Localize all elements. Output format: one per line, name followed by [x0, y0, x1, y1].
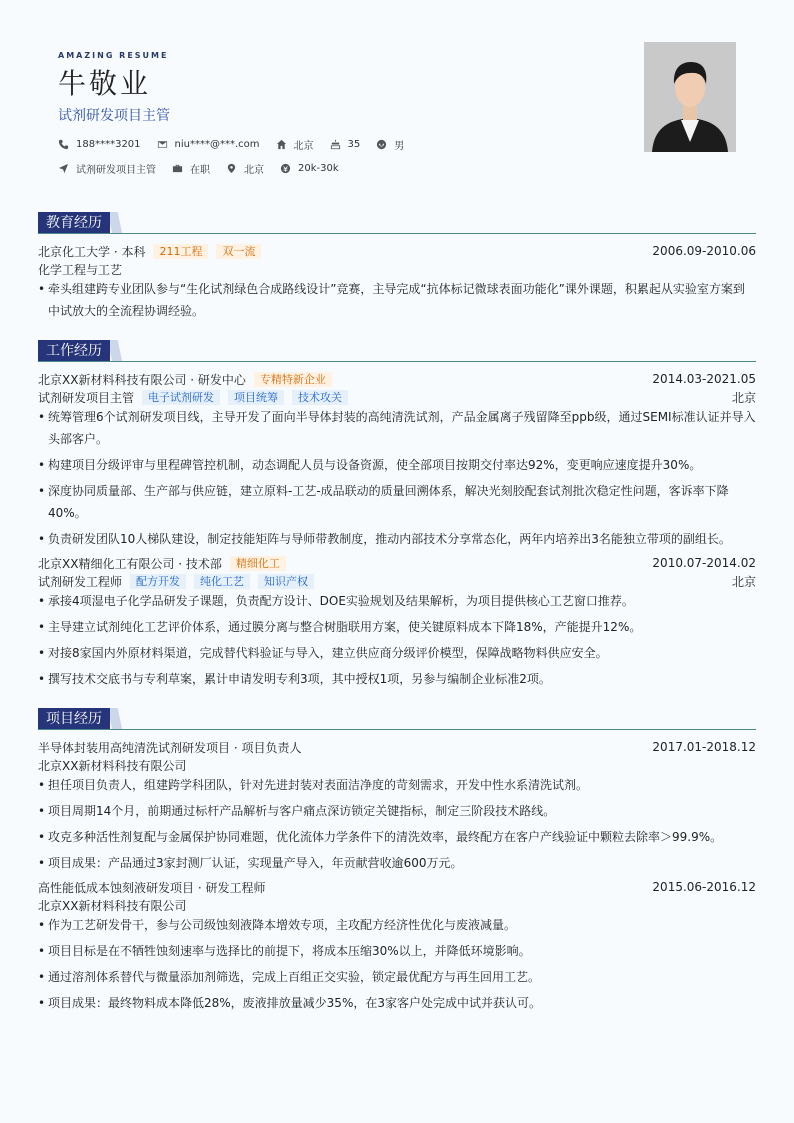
age-item [330, 139, 361, 150]
city-item [276, 137, 314, 152]
work-entry-header [38, 371, 756, 387]
home-icon [276, 139, 287, 150]
intent-salary: 20k-30k [298, 163, 339, 174]
list-item: • 对接8家国内外原材料渠道，完成替代料验证与导入，建立供应商分级评价模型，保障战略物料供应安全。 [38, 642, 756, 664]
section-education [38, 212, 756, 234]
location-pin-icon [226, 163, 237, 174]
education-date: 2006.09-2010.06 [652, 244, 756, 258]
list-item: • 主导建立试剂纯化工艺评价体系，通过膜分离与整合树脂联用方案，使关键原料成本下降18%，产能提升12%。 [38, 616, 756, 638]
project-date: 2017.01-2018.12 [652, 740, 756, 754]
school-name: 北京化工大学 · 本科 [38, 244, 146, 259]
list-item: • 担任项目负责人，组建跨学科团队，针对先进封装对表面洁净度的苛刻需求，开发中性水系清洗试剂。 [38, 774, 756, 796]
profile-photo [644, 42, 736, 152]
portrait-image [644, 42, 736, 152]
list-item: • 牵头组建跨专业团队参与“生化试剂绿色合成路线设计”竞赛，主导完成“抗体标记微球表面功能化”课外课题，积累起从实验室方案到中试放大的全流程协调经验。 [38, 278, 756, 322]
intent-position: 试剂研发项目主管 [76, 165, 156, 176]
section-title: 教育经历 [38, 212, 110, 234]
project-org-row [38, 757, 756, 773]
gender-item [376, 137, 404, 152]
section-divider [38, 361, 756, 362]
money-icon [280, 163, 291, 174]
company-tag: 专精特新企业 [254, 372, 332, 387]
candidate-name: 牛敬业 [58, 67, 152, 100]
city-value: 北京 [293, 141, 314, 152]
phone-icon [58, 139, 69, 150]
school-tag: 双一流 [216, 244, 261, 259]
section-projects [38, 708, 756, 730]
gender-value: 男 [394, 141, 405, 152]
skill-tag: 知识产权 [258, 574, 314, 589]
list-item: • 项目成果：最终物料成本降低28%，废液排放量减少35%，在3家客户处完成中试并获认可。 [38, 992, 756, 1014]
work-role-row [38, 573, 756, 589]
briefcase-icon [172, 163, 183, 174]
work-role-row [38, 389, 756, 405]
mail-icon [157, 139, 168, 150]
list-item: • 负责研发团队10人梯队建设，制定技能矩阵与导师带教制度，推动内部技术分享常态化，两年内培养出3名能独立带项的副组长。 [38, 528, 756, 550]
work-location: 北京 [731, 390, 756, 405]
intent-city-item [226, 161, 264, 176]
intent-row [58, 161, 355, 176]
section-divider [38, 729, 756, 730]
skill-tag: 纯化工艺 [194, 574, 250, 589]
project-entry-header [38, 739, 756, 755]
section-title: 项目经历 [38, 708, 110, 730]
list-item: • 项目周期14个月，前期通过标杆产品解析与客户痛点深访锁定关键指标，制定三阶段技术路线。 [38, 800, 756, 822]
company-name: 北京XX新材料科技有限公司 · 研发中心 [38, 372, 246, 387]
project-org: 北京XX新材料科技有限公司 [38, 758, 187, 773]
section-work [38, 340, 756, 362]
phone-value: 188****3201 [76, 139, 141, 150]
education-major-row [38, 261, 756, 277]
education-entry-header [38, 243, 756, 259]
role-title: 试剂研发项目主管 [38, 390, 135, 405]
work-date: 2010.07-2014.02 [652, 556, 756, 570]
intent-position-item [58, 161, 156, 176]
contact-row [58, 137, 420, 152]
phone-item [58, 139, 141, 150]
project-title: 高性能低成本蚀刻液研发项目 · 研发工程师 [38, 880, 266, 895]
intent-status-item [172, 161, 210, 176]
intent-salary-item [280, 163, 339, 174]
smile-icon [376, 139, 387, 150]
project-entry-header [38, 879, 756, 895]
list-item: • 项目成果：产品通过3家封测厂认证，实现量产导入，年贡献营收逾600万元。 [38, 852, 756, 874]
work-entry-header [38, 555, 756, 571]
age-value: 35 [347, 139, 361, 150]
section-divider [38, 233, 756, 234]
role-title: 试剂研发工程师 [38, 574, 123, 589]
list-item: • 攻克多种活性剂复配与金属保护协同难题，优化流体力学条件下的清洗效率，最终配方在客户产线验证中颗粒去除率＞99.9%。 [38, 826, 756, 848]
project-date: 2015.06-2016.12 [652, 880, 756, 894]
project-org: 北京XX新材料科技有限公司 [38, 898, 187, 913]
intent-city: 北京 [244, 165, 264, 176]
list-item: • 撰写技术交底书与专利草案，累计申请发明专利3项，其中授权1项，另参与编制企业标准2项。 [38, 668, 756, 690]
brand-label: AMAZING RESUME [58, 51, 169, 60]
intent-status: 在职 [190, 165, 210, 176]
send-icon [58, 163, 69, 174]
list-item: • 作为工艺研发骨干，参与公司级蚀刻液降本增效专项，主攻配方经济性优化与废液减量。 [38, 914, 756, 936]
project-org-row [38, 897, 756, 913]
list-item: • 统筹管理6个试剂研发项目线，主导开发了面向半导体封装的高纯清洗试剂，产品金属离子残留降至ppb级，通过SEMI标准认证并导入头部客户。 [38, 406, 756, 450]
skill-tag: 配方开发 [130, 574, 186, 589]
list-item: • 深度协同质量部、生产部与供应链，建立原料-工艺-成品联动的质量回溯体系，解决光刻胶配套试剂批次稳定性问题，客诉率下降40%。 [38, 480, 756, 524]
section-title: 工作经历 [38, 340, 110, 362]
company-name: 北京XX精细化工有限公司 · 技术部 [38, 556, 222, 571]
work-date: 2014.03-2021.05 [652, 372, 756, 386]
job-title: 试剂研发项目主管 [58, 108, 170, 124]
cake-icon [330, 139, 341, 150]
list-item: • 通过溶剂体系替代与微量添加剂筛选，完成上百组正交实验，锁定最优配方与再生回用工艺。 [38, 966, 756, 988]
work-location: 北京 [731, 574, 756, 589]
skill-tag: 电子试剂研发 [142, 390, 220, 405]
list-item: • 构建项目分级评审与里程碑管控机制，动态调配人员与设备资源，使全部项目按期交付率达92%，变更响应速度提升30%。 [38, 454, 756, 476]
project-title: 半导体封装用高纯清洗试剂研发项目 · 项目负责人 [38, 740, 302, 755]
email-item [157, 139, 260, 150]
school-tag: 211工程 [153, 244, 208, 259]
skill-tag: 项目统筹 [228, 390, 284, 405]
company-tag: 精细化工 [230, 556, 286, 571]
list-item: • 承接4项湿电子化学品研发子课题，负责配方设计、DOE实验规划及结果解析，为项目提供核心工艺窗口推荐。 [38, 590, 756, 612]
skill-tag: 技术攻关 [292, 390, 348, 405]
major: 化学工程与工艺 [38, 262, 123, 277]
email-value: niu****@***.com [174, 139, 260, 150]
list-item: • 项目目标是在不牺牲蚀刻速率与选择比的前提下，将成本压缩30%以上，并降低环境影响。 [38, 940, 756, 962]
